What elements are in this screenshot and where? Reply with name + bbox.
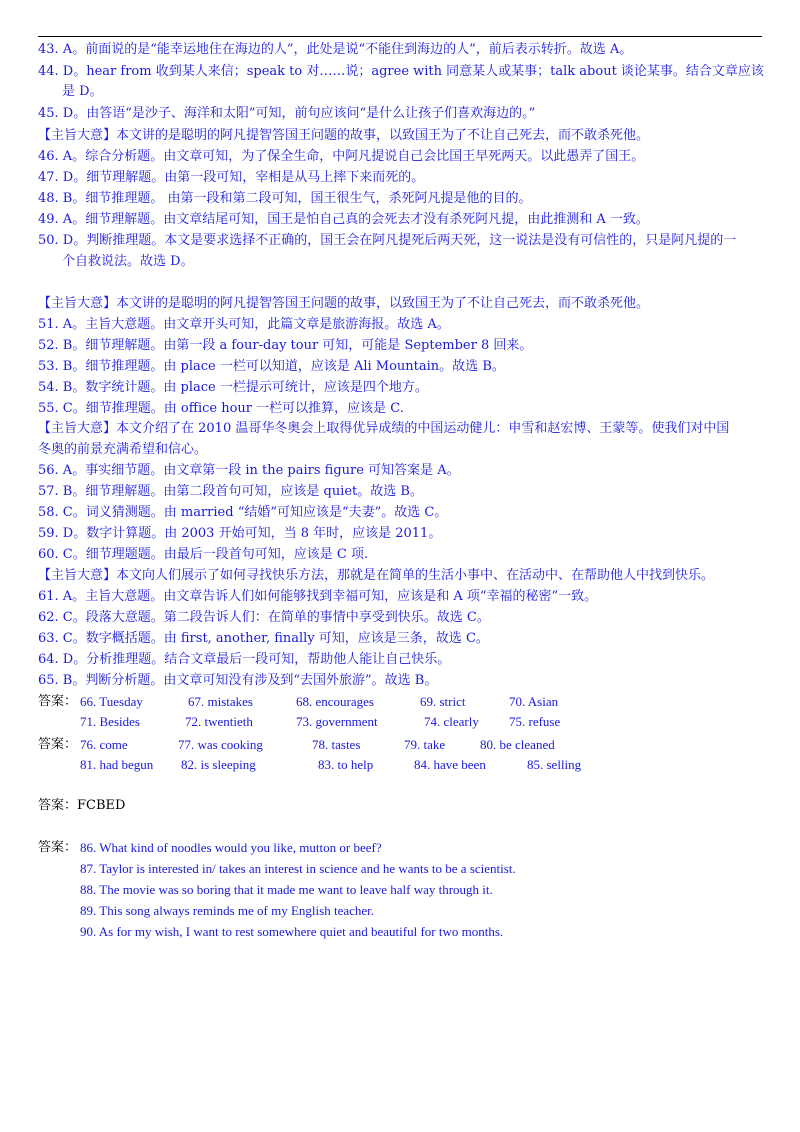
answer-79: 79. take xyxy=(404,737,446,752)
header-rule xyxy=(38,36,762,37)
answer-82: 82. is sleeping xyxy=(181,757,256,772)
answer-44: 44. D。hear from 收到某人来信；speak to 对……说；agree with 同意某人或某事；talk about 谈论某事。结合文章应该 xyxy=(38,64,764,79)
answer-64: 64. D。分析推理题。结合文章最后一段可知，帮助他人能让自己快乐。 xyxy=(38,652,451,667)
main-idea-3-cont: 冬奥的前景充满希望和信心。 xyxy=(38,442,208,457)
answer-77: 77. was cooking xyxy=(178,737,263,752)
answer-74: 74. clearly xyxy=(424,714,479,729)
answer-51: 51. A。主旨大意题。由文章开头可知，此篇文章是旅游海报。故选 A。 xyxy=(38,317,450,332)
main-idea-3: 【主旨大意】本文介绍了在 2010 温哥华冬奥会上取得优异成绩的中国运动健儿：申雪和赵宏博、王蒙等。使我们对中国 xyxy=(38,421,730,436)
answer-61: 61. A。主旨大意题。由文章告诉人们如何能够找到幸福可知，应该是和 A 项“幸福的秘密”一致。 xyxy=(38,589,598,604)
answer-67: 67. mistakes xyxy=(188,694,253,709)
answer-66: 66. Tuesday xyxy=(80,694,143,709)
answer-53: 53. B。细节推理题。由 place 一栏可以知道，应该是 Ali Mountain。故选 B。 xyxy=(38,359,505,374)
answer-85: 85. selling xyxy=(527,757,582,772)
answers-76-85-label: 答案： xyxy=(38,737,78,752)
answer-80: 80. be cleaned xyxy=(480,737,555,752)
answers-86-90-label: 答案： xyxy=(38,840,78,855)
answer-57: 57. B。细节理解题。由第二段首句可知，应该是 quiet。故选 B。 xyxy=(38,484,423,499)
answer-81: 81. had begun xyxy=(80,757,154,772)
answer-72: 72. twentieth xyxy=(185,714,253,729)
answer-47: 47. D。细节理解题。由第一段可知，宰相是从马上摔下来而死的。 xyxy=(38,170,425,185)
answer-55: 55. C。细节推理题。由 office hour 一栏可以推算，应该是 C. xyxy=(38,401,404,416)
main-idea-4: 【主旨大意】本文向人们展示了如何寻找快乐方法，那就是在简单的生活小事中、在活动中、在帮助他人中找到快乐。 xyxy=(38,568,715,583)
main-idea-1: 【主旨大意】本文讲的是聪明的阿凡提智答国王问题的故事，以致国王为了不让自己死去，而不敢杀死他。 xyxy=(38,128,650,143)
answer-89: 89. This song always reminds me of my English teacher. xyxy=(80,903,375,918)
answer-75: 75. refuse xyxy=(509,714,561,729)
answer-71: 71. Besides xyxy=(80,714,140,729)
answer-65: 65. B。判断分析题。由文章可知没有涉及到“去国外旅游”。故选 B。 xyxy=(38,673,438,688)
answer-49: 49. A。细节理解题。由文章结尾可知，国王是怕自己真的会死去才没有杀死阿凡提，由此推测和 A 一致。 xyxy=(38,212,649,227)
answers-66-75-label: 答案： xyxy=(38,694,78,709)
answer-84: 84. have been xyxy=(414,757,486,772)
answer-50-cont: 个自救说法。故选 D。 xyxy=(62,254,194,269)
answer-46: 46. A。综合分析题。由文章可知，为了保全生命，中阿凡提说自己会比国王早死两天。以此愚弄了国王。 xyxy=(38,149,645,164)
answer-68: 68. encourages xyxy=(296,694,374,709)
answer-45: 45. D。由答语“是沙子、海洋和太阳”可知，前句应该问“是什么让孩子们喜欢海边的。” xyxy=(38,106,536,121)
answer-78: 78. tastes xyxy=(312,737,361,752)
main-idea-2: 【主旨大意】本文讲的是聪明的阿凡提智答国王问题的故事，以致国王为了不让自己死去，而不敢杀死他。 xyxy=(38,296,650,311)
answer-58: 58. C。词义猜测题。由 married “结婚”可知应该是“夫妻”。故选 C。 xyxy=(38,505,448,520)
answer-52: 52. B。细节理解题。由第一段 a four-day tour 可知，可能是 September 8 回来。 xyxy=(38,338,533,353)
answer-54: 54. B。数字统计题。由 place 一栏提示可统计，应该是四个地方。 xyxy=(38,380,428,395)
answer-43: 43. A。前面说的是“能幸运地住在海边的人”，此处是说“不能住到海边的人”，前后表示转折。故选 A。 xyxy=(38,42,633,57)
answer-56: 56. A。事实细节题。由文章第一段 in the pairs figure 可知答案是 A。 xyxy=(38,463,460,478)
answers-fcbed: 答案：FCBED xyxy=(38,798,126,813)
answer-86: 86. What kind of noodles would you like, mutton or beef? xyxy=(80,840,382,855)
answer-60: 60. C。细节理题题。由最后一段首句可知，应该是 C 项. xyxy=(38,547,369,562)
answer-73: 73. government xyxy=(296,714,378,729)
answer-50: 50. D。判断推理题。本文是要求选择不正确的，国王会在阿凡提死后两天死，这一说法是没有可信性的，只是阿凡提的一 xyxy=(38,233,737,248)
answer-59: 59. D。数字计算题。由 2003 开始可知，当 8 年时，应该是 2011。 xyxy=(38,526,442,541)
answer-83: 83. to help xyxy=(318,757,374,772)
answer-70: 70. Asian xyxy=(509,694,559,709)
answer-88: 88. The movie was so boring that it made me want to leave half way through it. xyxy=(80,882,493,897)
answer-63: 63. C。数字概括题。由 first, another, finally 可知，应该是三条，故选 C。 xyxy=(38,631,489,646)
answer-76: 76. come xyxy=(80,737,128,752)
answer-62: 62. C。段落大意题。第二段告诉人们：在简单的事情中享受到快乐。故选 C。 xyxy=(38,610,490,625)
answer-90: 90. As for my wish, I want to rest somewhere quiet and beautiful for two months. xyxy=(80,924,504,939)
answer-87: 87. Taylor is interested in/ takes an interest in science and he wants to be a scientist. xyxy=(80,861,516,876)
answer-48: 48. B。细节推理题。 由第一段和第二段可知，国王很生气，杀死阿凡提是他的目的。 xyxy=(38,191,532,206)
answer-44-cont: 是 D。 xyxy=(62,84,103,99)
answer-69: 69. strict xyxy=(420,694,466,709)
